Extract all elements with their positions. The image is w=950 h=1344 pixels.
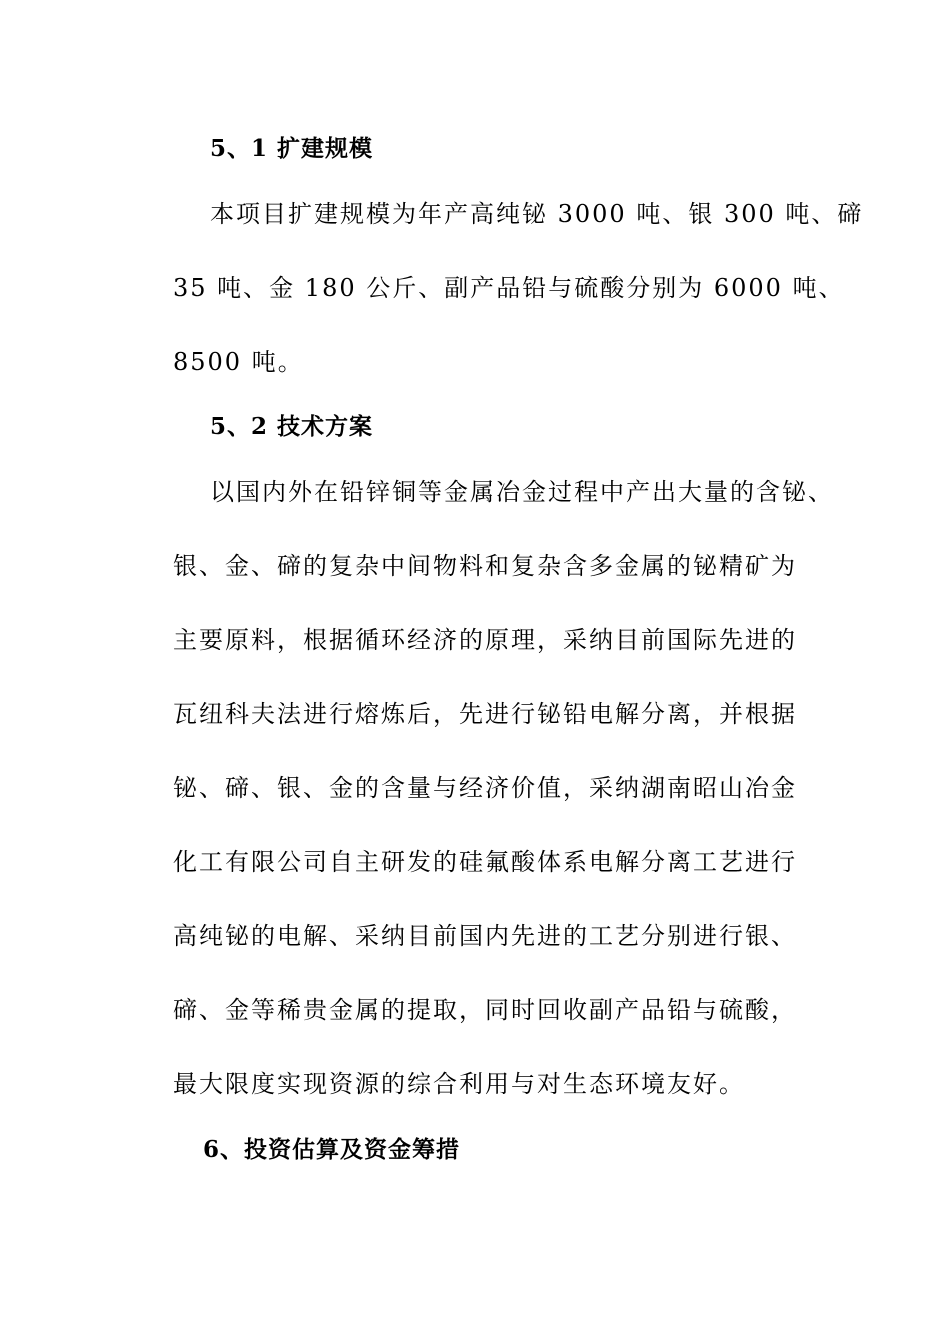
paragraph-line: 以国内外在铅锌铜等金属冶金过程中产出大量的含铋、 [210, 478, 834, 506]
heading-5-1: 5、1 扩建规模 [210, 135, 374, 162]
paragraph-line: 最大限度实现资源的综合利用与对生态环境友好。 [173, 1070, 745, 1098]
heading-6: 6、投资估算及资金筹措 [203, 1136, 461, 1163]
paragraph-line: 8500 吨。 [173, 348, 304, 376]
paragraph-line: 碲、金等稀贵金属的提取，同时回收副产品铅与硫酸， [173, 996, 797, 1024]
paragraph-line: 瓦纽科夫法进行熔炼后，先进行铋铅电解分离，并根据 [173, 700, 797, 728]
paragraph-line: 主要原料，根据循环经济的原理，采纳目前国际先进的 [173, 626, 797, 654]
heading-5-2: 5、2 技术方案 [210, 413, 374, 440]
paragraph-line: 高纯铋的电解、采纳目前国内先进的工艺分别进行银、 [173, 922, 797, 950]
paragraph-line: 银、金、碲的复杂中间物料和复杂含多金属的铋精矿为 [173, 552, 797, 580]
paragraph-line: 35 吨、金 180 公斤、副产品铅与硫酸分别为 6000 吨、 [173, 274, 845, 302]
paragraph-line: 化工有限公司自主研发的硅氟酸体系电解分离工艺进行 [173, 848, 797, 876]
paragraph-line: 本项目扩建规模为年产高纯铋 3000 吨、银 300 吨、碲 [210, 200, 864, 228]
paragraph-line: 铋、碲、银、金的含量与经济价值，采纳湖南昭山冶金 [173, 774, 797, 802]
